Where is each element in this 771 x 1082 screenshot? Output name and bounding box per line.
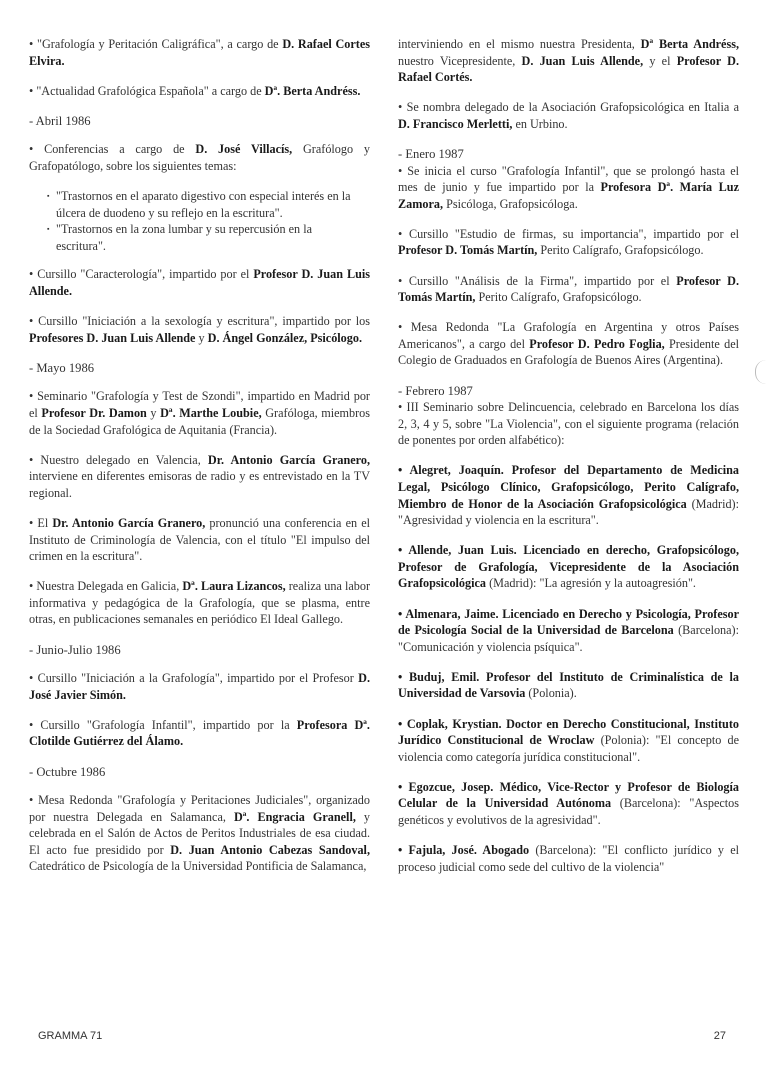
text-run: Grafólogo y Grafopatólogo, sobre los siguientes temas:	[29, 142, 370, 173]
text-run: Psicóloga, Grafopsicóloga.	[443, 196, 578, 211]
text-run: • Se nombra delegado de la Asociación Grafopsicológica en Italia a	[398, 100, 739, 115]
bold-text: D. Ángel González, Psicólogo.	[207, 330, 363, 345]
paragraph	[398, 36, 739, 86]
bold-text: Dª. Laura Lizancos,	[182, 579, 286, 594]
paragraph	[398, 226, 739, 259]
text-run: • El	[29, 515, 53, 530]
text-run: interviniendo en el mismo nuestra Presidenta,	[398, 37, 641, 51]
section-heading: - Febrero 1987	[398, 383, 473, 398]
journal-footer: GRAMMA 71	[38, 1030, 103, 1042]
bold-text: D. Juan Antonio Cabezas Sandoval,	[170, 842, 370, 857]
section-heading: - Abril 1986	[29, 113, 91, 128]
paragraph	[398, 163, 739, 213]
bold-text: Profesor D. Rafael Cortés.	[398, 53, 739, 85]
bold-text: Dª Berta Andréss,	[640, 37, 739, 51]
paragraph	[398, 99, 739, 132]
paragraph	[398, 716, 739, 766]
paragraph	[29, 515, 370, 565]
bold-text: D. Juan Luis Allende,	[521, 53, 644, 68]
bold-text: D. Francisco Merletti,	[398, 116, 513, 131]
text-run: y	[195, 330, 208, 345]
text-run: Presidente del Colegio de Graduados en Grafología de Buenos Aires (Argentina).	[398, 336, 739, 368]
bold-text: • Coplak, Krystian. Doctor en Derecho Constitucional, Instituto Jurídico Constitucional de Wroclaw	[398, 716, 739, 748]
text-run: • Nuestra Delegada en Galicia,	[29, 579, 183, 594]
paragraph	[29, 452, 370, 502]
bold-text: Dª. Marthe Loubie,	[160, 406, 262, 420]
text-run: interviene en diferentes emisoras de radio y es entrevistado en la TV regional.	[29, 469, 370, 500]
paragraph	[398, 542, 739, 592]
text-run: • Mesa Redonda "La Grafología en Argentina y otros Países Americanos", a cargo del	[398, 320, 739, 351]
text-run: (Polonia): "El concepto de violencia como categoría jurídica constitucional".	[398, 733, 740, 764]
paragraph	[398, 319, 739, 369]
sub-list-item: ▪ "Trastornos en el aparato digestivo con especial interés en la úlcera de duodeno y su reflejo en la escritura".	[47, 188, 370, 221]
paragraph	[29, 313, 370, 346]
text-run: • Cursillo "Caracterología", impartido por el	[29, 267, 254, 282]
bold-text: Profesor Dr. Damon	[41, 406, 147, 420]
paragraph	[29, 578, 370, 628]
paragraph	[398, 842, 739, 875]
section-heading: - Enero 1987	[398, 146, 464, 161]
text-run: • Nuestro delegado en Valencia,	[29, 452, 208, 467]
section-heading: - Mayo 1986	[29, 360, 95, 375]
text-run: • Conferencias a cargo de	[29, 142, 196, 157]
text-run: y	[146, 406, 161, 420]
text-run: nuestro Vicepresidente,	[398, 53, 522, 68]
paragraph	[29, 792, 370, 875]
text-run: (Polonia).	[525, 686, 577, 701]
text-run: (Barcelona): "El conflicto jurídico y el proceso judicial como sede del cultivo de la violencia"	[398, 843, 739, 874]
text-run: • Cursillo "Iniciación a la Grafología", impartido por el Profesor	[29, 671, 359, 686]
text-run: • Cursillo "Estudio de firmas, su importancia", impartido por el	[398, 226, 739, 241]
paragraph	[29, 717, 370, 750]
bold-text: Profesora Dª. María Luz Zamora,	[398, 180, 739, 211]
paragraph	[398, 779, 739, 829]
bold-text: D. Rafael Cortes Elvira.	[29, 37, 371, 68]
paragraph	[398, 399, 739, 449]
bold-text: Profesores D. Juan Luis Allende	[29, 330, 196, 345]
paragraph	[398, 606, 739, 656]
bold-text: • Allende, Juan Luis. Licenciado en derecho, Grafopsicólogo, Profesor de Grafología, Vicepresidente de la Asociación Grafopsicológica	[398, 543, 739, 591]
bold-text: Dr. Antonio García Granero,	[52, 515, 206, 530]
text-run: Perito Calígrafo, Grafopsicólogo.	[475, 290, 642, 305]
text-run: (Madrid): "Agresividad y violencia en la escritura".	[398, 496, 739, 528]
bold-text: Dª. Engracia Granell,	[233, 809, 356, 824]
right-column	[398, 36, 739, 889]
paragraph	[398, 462, 739, 528]
bold-text: • Fajula, José. Abogado	[398, 843, 530, 858]
bold-text: • Buduj, Emil. Profesor del Instituto de Criminalística de la Universidad de Varsovia	[398, 669, 739, 701]
text-run: y celebrada en el Salón de Actos de Peritos Industriales de esa ciudad. El acto fue presidido por	[29, 809, 371, 857]
text-run: • Se inicia el curso "Grafología Infantil", que se prolongó hasta el mes de junio y fue impartido por la	[398, 163, 739, 195]
bold-text: Profesor D. Tomás Martín,	[398, 273, 739, 305]
text-run: • "Grafología y Peritación Caligráfica", a cargo de	[29, 37, 283, 51]
section-heading: - Octubre 1986	[29, 764, 106, 779]
bold-text: D. José Villacís,	[195, 142, 293, 157]
section-heading: - Junio-Julio 1986	[29, 642, 121, 657]
text-run: • Seminario "Grafología y Test de Szondi", impartido en Madrid por el	[29, 389, 370, 420]
bold-text: Dr. Antonio García Granero,	[207, 452, 371, 467]
text-run: Perito Calígrafo, Grafopsicólogo.	[537, 243, 704, 258]
paragraph	[29, 266, 370, 299]
margin-mark	[755, 360, 766, 384]
bold-text: • Alegret, Joaquín. Profesor del Departamento de Medicina Legal, Psicólogo Clínico, Grafopsicólogo, Perito Calígrafo, Miembro de Honor de la Asociación Grafopsicológica	[398, 463, 739, 511]
paragraph	[398, 273, 739, 306]
sub-list-item: ▪ "Trastornos en la zona lumbar y su repercusión en la escritura".	[47, 221, 370, 254]
sub-list	[29, 188, 370, 254]
bold-text: Profesora Dª. Clotilde Gutiérrez del Álamo.	[29, 717, 370, 749]
text-run: y el	[643, 53, 677, 68]
paragraph	[398, 669, 739, 702]
bold-text: • Egozcue, Josep. Médico, Vice-Rector y Profesor de Biología Celular de la Universidad Autónoma	[398, 779, 739, 811]
text-run: (Barcelona): "Aspectos genéticos y evolutivos de la agresividad".	[398, 796, 739, 827]
paragraph	[29, 83, 370, 100]
bold-text: Profesor D. Juan Luis Allende.	[29, 267, 370, 299]
text-run: • Mesa Redonda "Grafología y Peritaciones Judiciales", organizado por nuestra Delegada en Salamanca,	[29, 793, 370, 824]
text-run: en Urbino.	[512, 116, 568, 131]
text-run: Grafóloga, miembros de la Sociedad Grafológica de Aquitania (Francia).	[29, 406, 371, 437]
text-run: (Barcelona): "Comunicación y violencia psíquica".	[398, 623, 739, 654]
text-run: • "Actualidad Grafológica Española" a cargo de	[29, 83, 265, 98]
bold-text: Dª. Berta Andréss.	[264, 83, 361, 98]
paragraph	[29, 388, 370, 438]
text-run: • III Seminario sobre Delincuencia, celebrado en Barcelona los días 2, 3, 4 y 5, sobre "La Violencia", con el siguiente programa (relación de ponentes por orden alfabético):	[398, 400, 739, 448]
paragraph	[29, 670, 370, 703]
text-run: (Madrid): "La agresión y la autoagresión".	[486, 576, 696, 591]
bold-text: Profesor D. Tomás Martín,	[398, 243, 538, 258]
text-run: • Cursillo "Grafología Infantil", impartido por la	[29, 717, 297, 732]
bold-text: • Almenara, Jaime. Licenciado en Derecho y Psicología, Profesor de Psicología Social de la Universidad de Barcelona	[398, 606, 739, 638]
paragraph	[29, 36, 370, 69]
text-run: realiza una labor informativa y pedagógica de la Grafología, que se plasma, entre otras, en publicaciones semanales en periódico El Ideal Gallego.	[29, 579, 371, 627]
text-run: pronunció una conferencia en el Instituto de Criminología de Valencia, con el título "El impulso del crimen en la escritura".	[29, 515, 370, 564]
bold-text: D. José Javier Simón.	[29, 671, 370, 702]
page-number: 27	[713, 1030, 726, 1042]
text-run: Catedrático de Psicología de la Universidad Pontificia de Salamanca,	[29, 859, 367, 874]
left-column	[29, 36, 370, 889]
paragraph	[29, 141, 370, 174]
bold-text: Profesor D. Pedro Foglia,	[529, 336, 665, 351]
text-run: • Cursillo "Iniciación a la sexología y escritura", impartido por los	[29, 314, 370, 329]
text-run: • Cursillo "Análisis de la Firma", impartido por el	[398, 273, 677, 288]
